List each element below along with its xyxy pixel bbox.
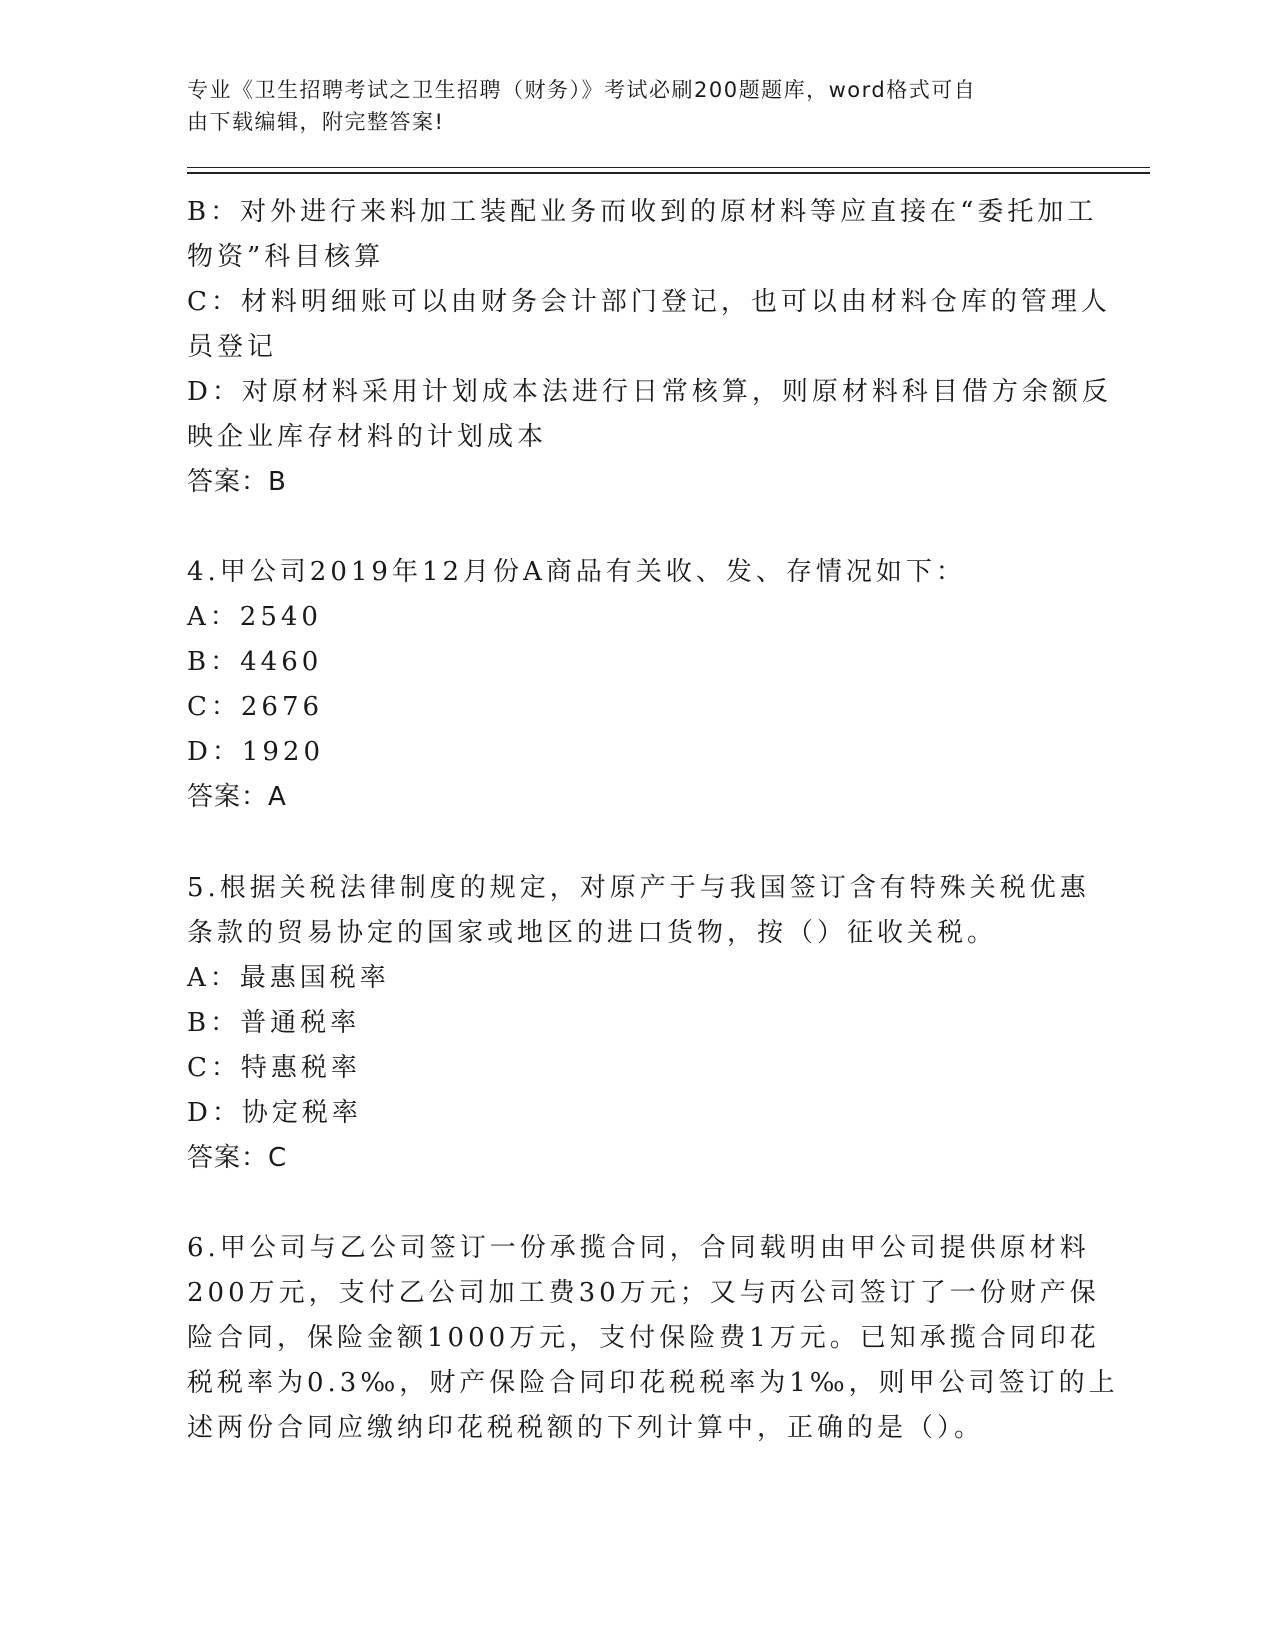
option-a: A：2540 — [187, 602, 322, 632]
question-4 — [187, 550, 1067, 820]
document-body — [187, 190, 1119, 1451]
option-a: A：最惠国税率 — [187, 963, 390, 993]
option-b: B：4460 — [187, 647, 323, 677]
option-d-line-2: 映企业库存材料的计划成本 — [187, 422, 548, 452]
option-b-line-2: 物资”科目核算 — [187, 242, 385, 272]
option-b-line-1: B：对外进行来料加工装配业务而收到的原材料等应直接在“委托加工 — [187, 197, 1098, 227]
spacer — [187, 505, 1067, 550]
question-stem: 4.甲公司2019年12月份A商品有关收、发、存情况如下： — [187, 557, 966, 587]
option-c: C：特惠税率 — [187, 1053, 361, 1083]
option-c-line-1: C：材料明细账可以由财务会计部门登记，也可以由材料仓库的管理人 — [187, 287, 1111, 317]
answer-line: 答案：B — [187, 467, 287, 497]
header-divider-thin — [187, 167, 1150, 168]
option-d: D：1920 — [187, 737, 325, 767]
header-divider-thick — [187, 172, 1150, 174]
header-line-2: 由下载编辑，附完整答案! — [187, 110, 445, 134]
option-d-line-1: D：对原材料采用计划成本法进行日常核算，则原材料科目借方余额反 — [187, 377, 1112, 407]
question-stem-line-1: 5.根据关税法律制度的规定，对原产于与我国签订含有特殊关税优惠 — [187, 873, 1090, 903]
answer-line: 答案：C — [187, 1143, 288, 1173]
option-c: C：2676 — [187, 692, 324, 722]
question-3-continued — [187, 190, 1112, 505]
option-c-line-2: 员登记 — [187, 332, 278, 362]
question-stem-line-3: 险合同，保险金额1000万元，支付保险费1万元。已知承揽合同印花 — [187, 1323, 1100, 1353]
question-stem-line-2: 条款的贸易协定的国家或地区的进口货物，按（）征收关税。 — [187, 918, 998, 948]
question-stem-line-1: 6.甲公司与乙公司签订一份承揽合同，合同载明由甲公司提供原材料 — [187, 1233, 1090, 1263]
spacer — [187, 820, 1067, 866]
question-5 — [187, 866, 1090, 1181]
question-stem-line-5: 述两份合同应缴纳印花税税额的下列计算中，正确的是（）。 — [187, 1413, 985, 1443]
question-6 — [187, 1226, 1119, 1451]
option-b: B：普通税率 — [187, 1008, 361, 1038]
question-stem-line-4: 税税率为0.3‰，财产保险合同印花税税率为1‰，则甲公司签订的上 — [187, 1368, 1119, 1398]
spacer — [187, 1181, 1067, 1226]
document-header — [187, 74, 1067, 138]
answer-line: 答案：A — [187, 782, 287, 812]
question-stem-line-2: 200万元，支付乙公司加工费30万元；又与丙公司签订了一份财产保 — [187, 1278, 1100, 1308]
option-d: D：协定税率 — [187, 1098, 362, 1128]
header-line-1: 专业《卫生招聘考试之卫生招聘（财务）》考试必刷200题题库，word格式可自 — [187, 78, 977, 102]
